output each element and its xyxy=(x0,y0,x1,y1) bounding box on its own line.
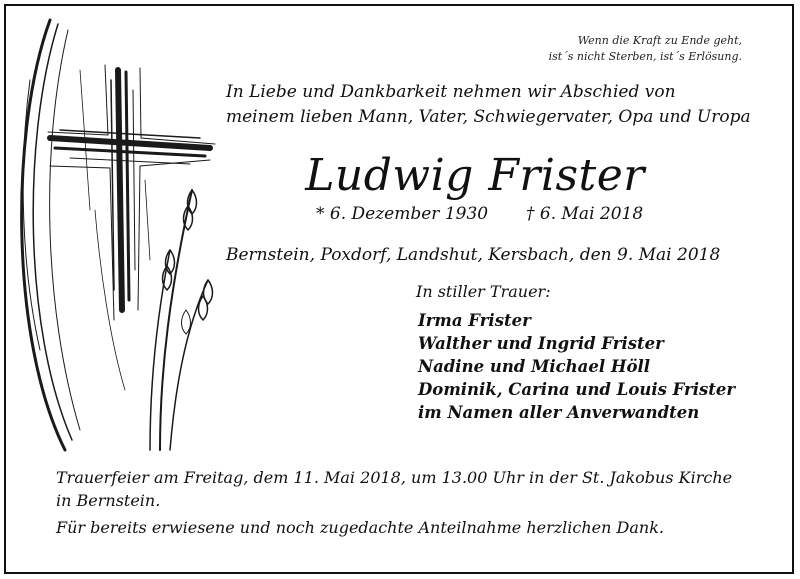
thanks-note: Für bereits erwiesene und noch zugedachte Anteilnahme herzlichen Dank. xyxy=(56,518,664,537)
service-line-1: Trauerfeier am Freitag, dem 11. Mai 2018, um 13.00 Uhr in der St. Jakobus Kirche xyxy=(56,468,733,487)
mourner: Nadine und Michael Höll xyxy=(418,357,650,376)
funeral-service-info xyxy=(56,466,732,512)
intro-line-2: meinem lieben Mann, Vater, Schwiegervater, Opa und Uropa xyxy=(226,107,751,127)
intro-line-1: In Liebe und Dankbarkeit nehmen wir Abschied von xyxy=(226,82,676,102)
cross-and-wheat-illustration xyxy=(10,10,220,460)
mourner: Dominik, Carina und Louis Frister xyxy=(418,380,736,399)
motto-line-1: Wenn die Kraft zu Ende geht, xyxy=(577,34,742,47)
service-line-2: in Bernstein. xyxy=(56,491,161,510)
mourner: im Namen aller Anverwandten xyxy=(418,403,700,422)
mourner: Irma Frister xyxy=(418,311,531,330)
motto xyxy=(549,33,742,65)
place-and-date: Bernstein, Poxdorf, Landshut, Kersbach, den 9. Mai 2018 xyxy=(226,245,721,265)
deceased-name: Ludwig Frister xyxy=(305,150,645,201)
motto-line-2: ist´s nicht Sterben, ist´s Erlösung. xyxy=(548,50,742,63)
mourners-list xyxy=(418,309,735,424)
mourning-label: In stiller Trauer: xyxy=(416,282,551,301)
intro-text xyxy=(226,80,751,130)
birth-date: * 6. Dezember 1930 xyxy=(316,204,489,224)
mourner: Walther und Ingrid Frister xyxy=(418,334,664,353)
death-date: † 6. Mai 2018 xyxy=(526,204,644,224)
